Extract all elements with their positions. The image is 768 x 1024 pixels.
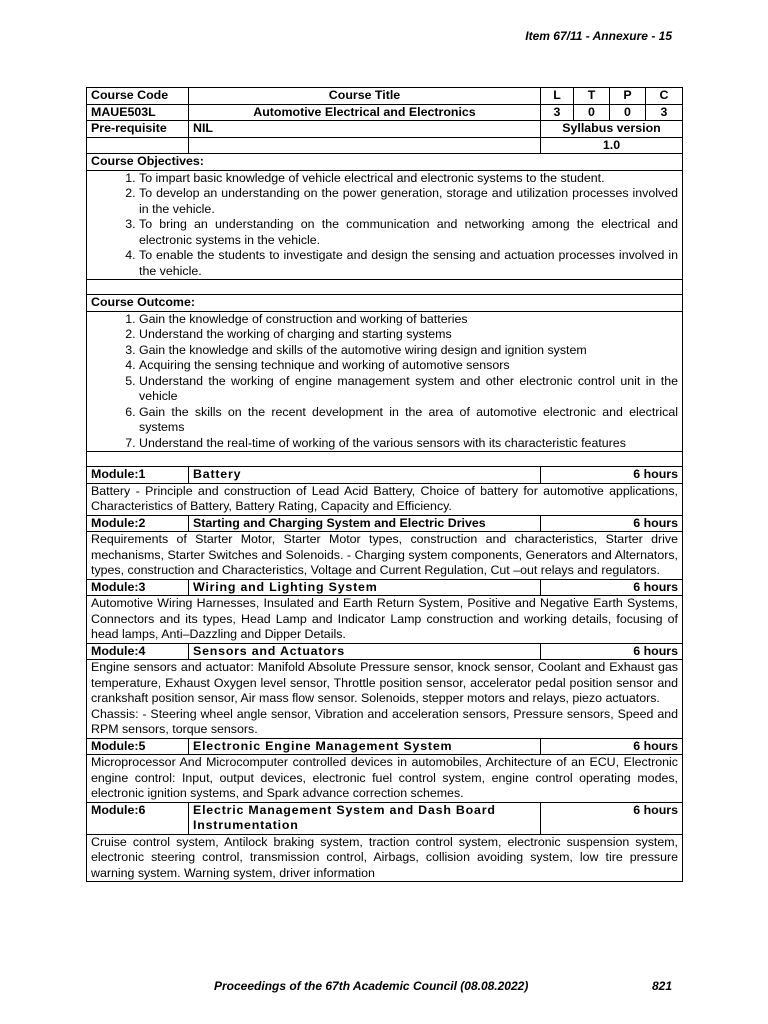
empty-cell — [87, 137, 189, 154]
objectives-heading: Course Objectives: — [87, 154, 683, 171]
syllabus-table — [86, 87, 683, 882]
module-title: Sensors and Actuators — [189, 643, 541, 660]
outcomes-heading: Course Outcome: — [87, 295, 683, 312]
t-label: T — [574, 88, 610, 105]
outcome-item: 7. Understand the real-time of working of the various sensors with its characteristic features — [139, 436, 678, 452]
c-value: 3 — [646, 104, 683, 121]
module-label: Module:5 — [87, 738, 189, 755]
module-title: Battery — [189, 467, 541, 484]
module-title: Wiring and Lighting System — [189, 579, 541, 596]
module-header-row — [87, 643, 683, 660]
footer-page-number: 821 — [651, 979, 672, 993]
course-title-label: Course Title — [189, 88, 541, 105]
module-hours: 6 hours — [541, 643, 683, 660]
module-hours: 6 hours — [541, 467, 683, 484]
objectives-list — [91, 171, 678, 280]
objectives-list-cell — [87, 170, 683, 280]
prereq-value: NIL — [189, 121, 541, 138]
module-label: Module:6 — [87, 802, 189, 834]
module-header-row — [87, 515, 683, 532]
module-body: Battery - Principle and construction of Lead Acid Battery, Choice of battery for automotive applications, Characteristics of Battery, Battery Rating, Capacity and Efficiency. — [87, 483, 683, 515]
outcome-item: 6. Gain the skills on the recent development in the area of automotive electronic and electrical systems — [139, 405, 678, 436]
objective-item: 2. To develop an understanding on the power generation, storage and utilization processes involved in the vehicle. — [139, 186, 678, 217]
module-header-row — [87, 738, 683, 755]
c-label: C — [646, 88, 683, 105]
module-title: Electronic Engine Management System — [189, 738, 541, 755]
syllabus-version-value: 1.0 — [541, 137, 683, 154]
outcome-item: 5. Understand the working of engine management system and other electronic control unit in the vehicle — [139, 374, 678, 405]
module-hours: 6 hours — [541, 802, 683, 834]
module-hours: 6 hours — [541, 738, 683, 755]
outcomes-list-cell — [87, 311, 683, 452]
p-label: P — [610, 88, 646, 105]
p-value: 0 — [610, 104, 646, 121]
t-value: 0 — [574, 104, 610, 121]
empty-cell — [189, 137, 541, 154]
module-label: Module:2 — [87, 515, 189, 532]
course-info-row — [87, 104, 683, 121]
module-label: Module:4 — [87, 643, 189, 660]
course-header-row — [87, 88, 683, 105]
outcome-item: 1. Gain the knowledge of construction and working of batteries — [139, 312, 678, 328]
module-body: Microprocessor And Microcomputer controlled devices in automobiles, Architecture of an ECU, Electronic engine control: Input, output devices, electronic fuel control system, engine control operating modes, electronic ignition systems, and Spark advance correction schemes. — [87, 755, 683, 803]
prereq-label: Pre-requisite — [87, 121, 189, 138]
module-label: Module:1 — [87, 467, 189, 484]
syllabus-version-row — [87, 137, 683, 154]
module-label: Module:3 — [87, 579, 189, 596]
module-hours: 6 hours — [541, 515, 683, 532]
outcome-item: 2. Understand the working of charging and starting systems — [139, 327, 678, 343]
objective-item: 1. To impart basic knowledge of vehicle electrical and electronic systems to the student. — [139, 171, 678, 187]
module-title: Electric Management System and Dash Board Instrumentation — [189, 802, 541, 834]
module-title: Starting and Charging System and Electric Drives — [189, 515, 541, 532]
outcome-item: 3. Gain the knowledge and skills of the automotive wiring design and ignition system — [139, 343, 678, 359]
module-header-row — [87, 467, 683, 484]
outcome-item: 4. Acquiring the sensing technique and working of automotive sensors — [139, 358, 678, 374]
module-body: Engine sensors and actuator: Manifold Absolute Pressure sensor, knock sensor, Coolant and Exhaust gas temperature, Exhaust Oxygen level sensor, Throttle position sensor, accelerator pedal position sensor and crankshaft position sensor, Air mass flow sensor. Solenoids, stepper motors and relays, piezo actuators. — [91, 660, 678, 705]
module-body: Automotive Wiring Harnesses, Insulated and Earth Return System, Positive and Negative Earth Systems, Connectors and its types, Head Lamp and Indicator Lamp construction and working details, focusing of head lamps, Anti–Dazzling and Dipper Details. — [87, 596, 683, 644]
l-label: L — [541, 88, 574, 105]
objective-item: 3. To bring an understanding on the communication and networking among the electrical and electronic systems in the vehicle. — [139, 217, 678, 248]
module-hours: 6 hours — [541, 579, 683, 596]
spacer-row — [87, 280, 683, 295]
course-code-label: Course Code — [87, 88, 189, 105]
course-title: Automotive Electrical and Electronics — [189, 104, 541, 121]
module-body-cell — [87, 660, 683, 739]
outcomes-list — [91, 312, 678, 452]
objective-item: 4. To enable the students to investigate and design the sensing and actuation processes involved in the vehicle. — [139, 248, 678, 279]
l-value: 3 — [541, 104, 574, 121]
syllabus-version-label: Syllabus version — [541, 121, 683, 138]
prereq-row — [87, 121, 683, 138]
module-header-row — [87, 579, 683, 596]
module-header-row — [87, 802, 683, 834]
module-body: Cruise control system, Antilock braking system, traction control system, electronic suspension system, electronic steering control, transmission control, Airbags, collision avoiding system, low tire pressure warning system. Warning system, driver information — [87, 834, 683, 882]
spacer-row — [87, 452, 683, 467]
page-header: Item 67/11 - Annexure - 15 — [525, 29, 672, 43]
course-code: MAUE503L — [87, 104, 189, 121]
footer-proceedings: Proceedings of the 67th Academic Council (08.08.2022) — [214, 979, 529, 993]
module-body-chassis: Chassis: - Steering wheel angle sensor, Vibration and acceleration sensors, Pressure sensors, Speed and RPM sensors, torque sensors. — [91, 706, 678, 736]
module-body: Requirements of Starter Motor, Starter Motor types, construction and characteristics, Starter drive mechanisms, Starter Switches and Solenoids. - Charging system components, Generators and Alternators, types, construction and Characteristics, Voltage and Current Regulation, Cut –out relays and regulators. — [87, 532, 683, 580]
